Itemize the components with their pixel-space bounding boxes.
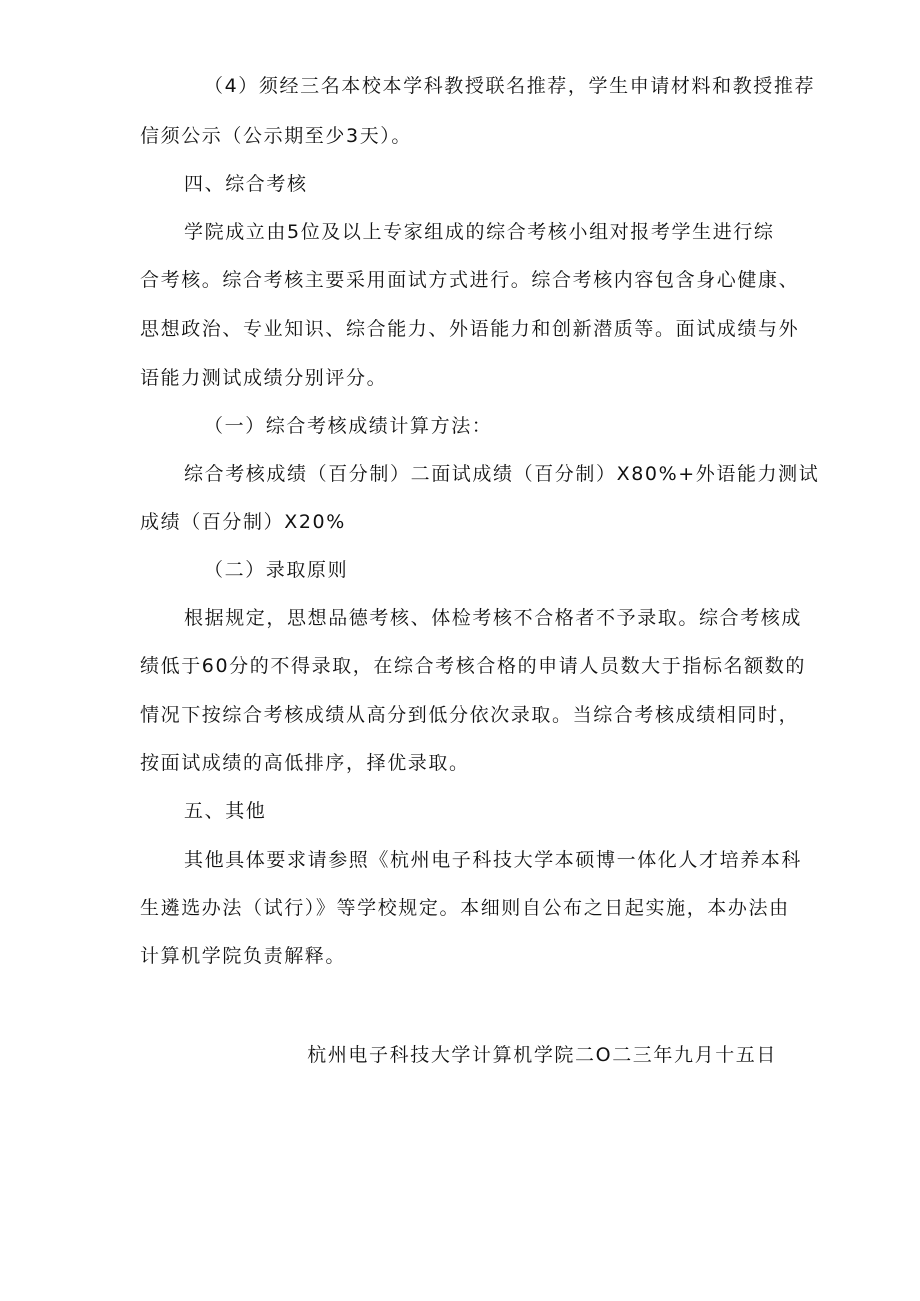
section5-line1: 其他具体要求请参照《杭州电子科技大学本硕博一体化人才培养本科 xyxy=(184,849,803,871)
sub2-line1: 根据规定，思想品德考核、体检考核不合格者不予录取。综合考核成 xyxy=(184,607,803,629)
section4-intro-line1: 学院成立由5位及以上专家组成的综合考核小组对报考学生进行综 xyxy=(184,221,775,243)
sub1-line2: 成绩（百分制）X20% xyxy=(140,511,346,533)
sub2-line3: 情况下按综合考核成绩从高分到低分依次录取。当综合考核成绩相同时， xyxy=(140,704,800,726)
section5-heading: 五、其他 xyxy=(184,800,267,822)
signature-date: 杭州电子科技大学计算机学院二O二三年九月十五日 xyxy=(307,1044,777,1066)
item4-line1: （4）须经三名本校本学科教授联名推荐，学生申请材料和教授推荐 xyxy=(204,75,816,97)
section4-intro-line3: 思想政治、专业知识、综合能力、外语能力和创新潜质等。面试成绩与外 xyxy=(140,318,800,340)
sub2-heading: （二）录取原则 xyxy=(204,559,349,581)
section4-intro-line4: 语能力测试成绩分别评分。 xyxy=(140,367,388,389)
section4-intro-line2: 合考核。综合考核主要采用面试方式进行。综合考核内容包含身心健康、 xyxy=(140,269,800,291)
section5-line3: 计算机学院负责解释。 xyxy=(140,945,347,967)
sub1-line1: 综合考核成绩（百分制）二面试成绩（百分制）X80%+外语能力测试 xyxy=(184,463,820,485)
section4-heading: 四、综合考核 xyxy=(184,173,308,195)
sub1-heading: （一）综合考核成绩计算方法： xyxy=(204,415,493,437)
item4-line2: 信须公示（公示期至少3天）。 xyxy=(140,125,412,147)
sub2-line4: 按面试成绩的高低排序，择优录取。 xyxy=(140,752,470,774)
section5-line2: 生遴选办法（试行）》等学校规定。本细则自公布之日起实施，本办法由 xyxy=(140,897,790,919)
sub2-line2: 绩低于60分的不得录取，在综合考核合格的申请人员数大于指标名额数的 xyxy=(140,655,806,677)
